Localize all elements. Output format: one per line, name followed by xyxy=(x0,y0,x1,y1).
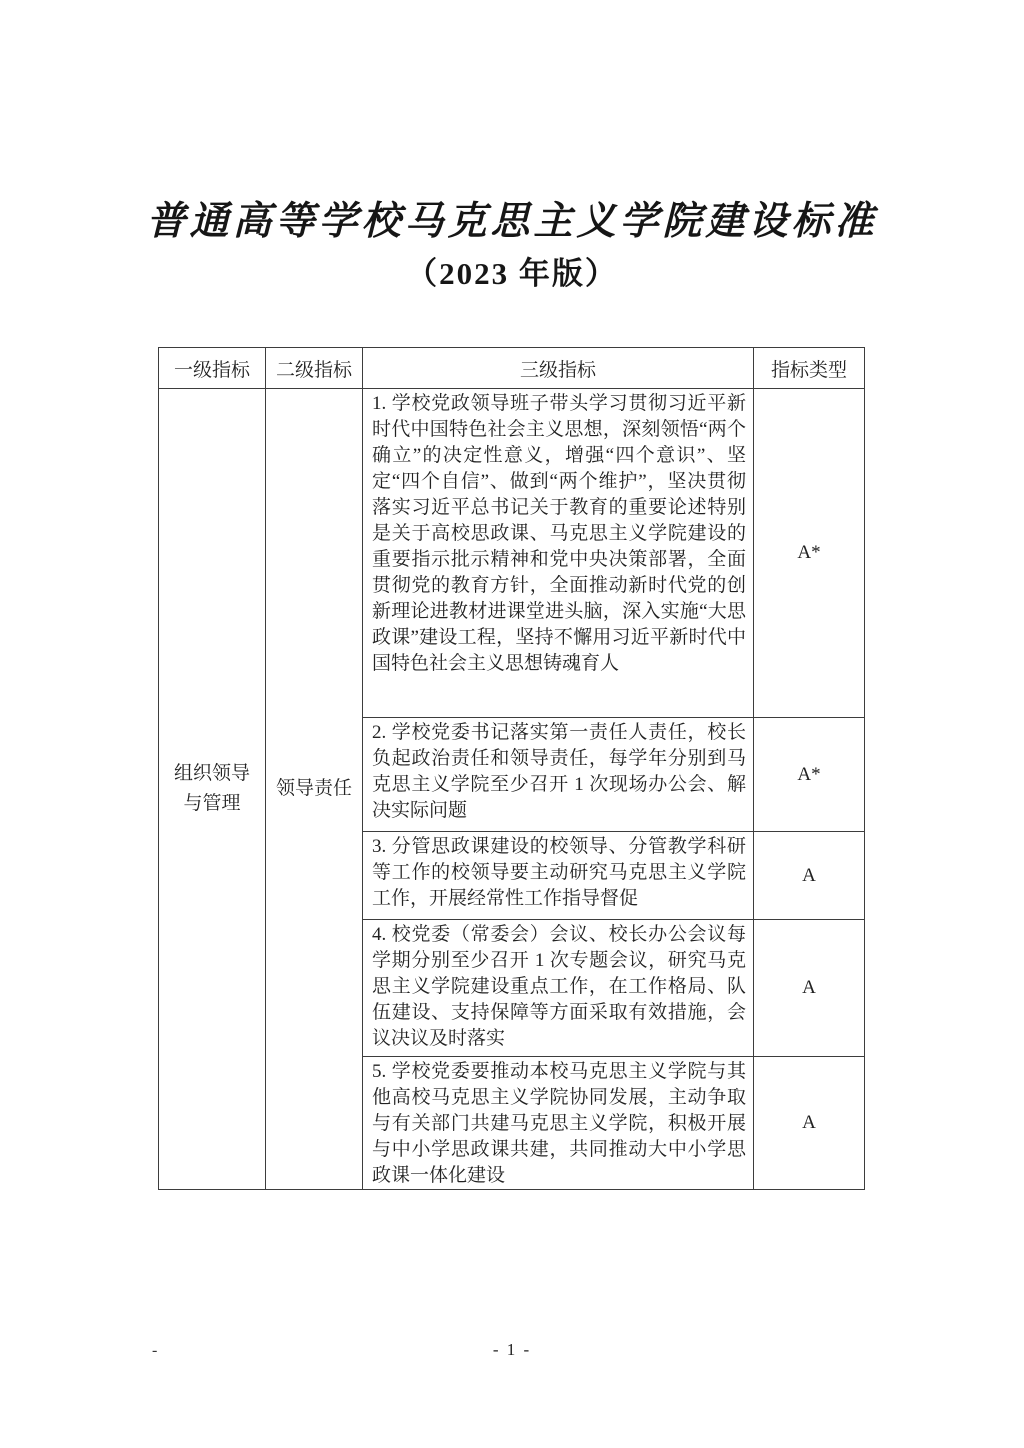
col-header-type: 指标类型 xyxy=(754,348,865,389)
col-header-level3: 三级指标 xyxy=(363,348,754,389)
page-title: 普通高等学校马克思主义学院建设标准 xyxy=(146,200,878,243)
indicator-cell: 5. 学校党委要推动本校马克思主义学院与其他高校马克思主义学院协同发展，主动争取与有关部门共建马克思主义学院，积极开展与中小学思政课共建，共同推动大中小学思政课一体化建设 xyxy=(363,1057,754,1190)
indicator-cell: 2. 学校党委书记落实第一责任人责任，校长负起政治责任和领导责任，每学年分别到马克思主义学院至少召开 1 次现场办公会、解决实际问题 xyxy=(363,718,754,832)
level1-indicator-line: 组织领导 xyxy=(173,763,250,784)
level1-indicator-line: 与管理 xyxy=(183,793,241,814)
level2-indicator-cell: 领导责任 xyxy=(266,389,363,1190)
page-subtitle: （2023 年版） xyxy=(406,256,618,291)
indicator-type-cell: A xyxy=(754,832,865,920)
table-header-row xyxy=(159,348,865,389)
indicator-type-cell: A* xyxy=(754,389,865,718)
level1-indicator-cell xyxy=(159,389,266,1190)
table-row xyxy=(159,389,865,718)
indicator-type-cell: A* xyxy=(754,718,865,832)
indicator-table xyxy=(158,347,865,1190)
indicator-type-cell: A xyxy=(754,920,865,1057)
indicator-type-cell: A xyxy=(754,1057,865,1190)
indicator-cell: 1. 学校党政领导班子带头学习贯彻习近平新时代中国特色社会主义思想，深刻领悟“两个确立”的决定性意义，增强“四个意识”、坚定“四个自信”、做到“两个维护”，坚决贯彻落实习近平总书记关于教育的重要论述特别是关于高校思政课、马克思主义学院建设的重要指示批示精神和党中央决策部署，全面贯彻党的教育方针，全面推动新时代党的创新理论进教材进课堂进头脑，深入实施“大思政课”建设工程，坚持不懈用习近平新时代中国特色社会主义思想铸魂育人 xyxy=(363,389,754,718)
col-header-level1: 一级指标 xyxy=(159,348,266,389)
footer-left-mark: - xyxy=(152,1342,158,1359)
indicator-cell: 4. 校党委（常委会）会议、校长办公会议每学期分别至少召开 1 次专题会议，研究马克思主义学院建设重点工作，在工作格局、队伍建设、支持保障等方面采取有效措施，会议决议及时落实 xyxy=(363,920,754,1057)
footer-page-number: - 1 - xyxy=(492,1340,532,1359)
indicator-cell: 3. 分管思政课建设的校领导、分管教学科研等工作的校领导要主动研究马克思主义学院工作，开展经常性工作指导督促 xyxy=(363,832,754,920)
col-header-level2: 二级指标 xyxy=(266,348,363,389)
